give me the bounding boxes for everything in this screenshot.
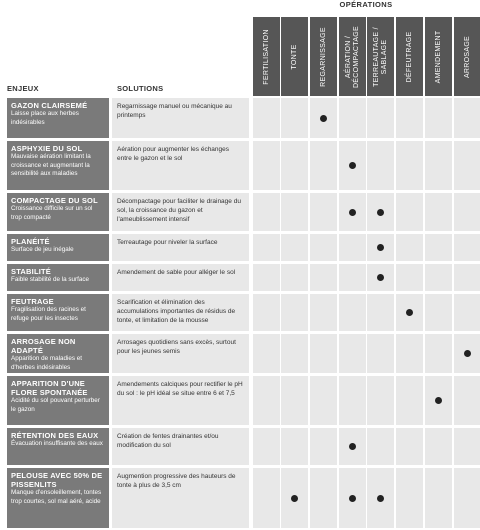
table-row xyxy=(0,294,480,331)
operation-cell xyxy=(425,98,452,138)
check-dot-icon xyxy=(320,115,327,122)
operation-cell xyxy=(310,264,337,291)
operation-cell xyxy=(396,468,423,528)
operation-cell xyxy=(425,234,452,261)
operation-cell xyxy=(281,428,308,465)
operation-cell xyxy=(367,428,394,465)
solution-cell: Scarification et élimination des accumulations importantes de résidus de tonte, et limitation de la mousse xyxy=(112,294,249,331)
operation-cell xyxy=(281,294,308,331)
enjeu-description: Mauvaise aération limitant la croissance et augmentant la sensibilité aux maladies xyxy=(11,153,91,177)
table-row xyxy=(0,141,480,190)
operation-cell xyxy=(454,141,480,190)
operation-cell xyxy=(310,468,337,528)
solutions-header: SOLUTIONS xyxy=(117,84,164,93)
enjeu-title: PELOUSE AVEC 50% DE PISSENLITS xyxy=(11,471,103,489)
operation-cell xyxy=(396,234,423,261)
solution-cell: Amendement de sable pour alléger le sol xyxy=(112,264,249,291)
check-dot-icon xyxy=(406,309,413,316)
check-dot-icon xyxy=(349,443,356,450)
enjeu-cell xyxy=(7,98,109,138)
operation-cell xyxy=(454,468,480,528)
operation-cell xyxy=(339,264,366,291)
solution-cell: Aération pour augmenter les échanges entre le gazon et le sol xyxy=(112,141,249,190)
operation-cell xyxy=(396,141,423,190)
enjeu-description: Manque d'ensoleillement, tontes trop courtes, sol mal aéré, acide xyxy=(11,489,102,505)
operation-cell xyxy=(253,428,280,465)
operation-cell xyxy=(310,234,337,261)
operation-cell xyxy=(367,468,394,528)
operation-header-1 xyxy=(253,17,280,96)
enjeu-description: Apparition de maladies et d'herbes indésirables xyxy=(11,355,83,371)
enjeu-title: STABILITÉ xyxy=(11,267,51,276)
check-dot-icon xyxy=(377,274,384,281)
enjeu-cell xyxy=(7,428,109,465)
operation-cell xyxy=(253,193,280,231)
solution-cell: Terreautage pour niveler la surface xyxy=(112,234,249,261)
table-row xyxy=(0,234,480,261)
enjeu-cell xyxy=(7,468,109,528)
operation-cell xyxy=(339,141,366,190)
operation-cell xyxy=(454,98,480,138)
operation-cell xyxy=(454,294,480,331)
operation-cell xyxy=(454,193,480,231)
enjeu-description: Acidité du sol pouvant perturber le gazon xyxy=(11,397,100,413)
table-row xyxy=(0,428,480,465)
enjeu-cell xyxy=(7,376,109,425)
operation-cell xyxy=(339,468,366,528)
solution-cell: Amendements calciques pour rectifier le pH du sol : le pH idéal se situe entre 6 et 7,5 xyxy=(112,376,249,425)
operation-cell xyxy=(253,98,280,138)
check-dot-icon xyxy=(349,209,356,216)
operation-header-5 xyxy=(367,17,394,96)
enjeu-cell xyxy=(7,334,109,373)
operation-cell xyxy=(310,141,337,190)
operation-cell xyxy=(396,376,423,425)
enjeu-description: Fragilisation des racines et refuge pour les insectes xyxy=(11,306,86,322)
table-row xyxy=(0,334,480,373)
operation-label: AÉRATION / DÉCOMPACTAGE xyxy=(344,25,360,88)
operation-cell xyxy=(339,193,366,231)
solution-cell: Création de fentes drainantes et/ou modification du sol xyxy=(112,428,249,465)
operation-cell xyxy=(425,141,452,190)
operation-label: TONTE xyxy=(290,43,298,70)
enjeu-cell xyxy=(7,141,109,190)
enjeu-cell xyxy=(7,264,109,291)
operation-cell xyxy=(367,294,394,331)
operation-cell xyxy=(339,334,366,373)
check-dot-icon xyxy=(377,495,384,502)
operation-cell xyxy=(367,234,394,261)
operation-cell xyxy=(253,141,280,190)
operation-cell xyxy=(281,141,308,190)
operation-cell xyxy=(425,376,452,425)
operation-cell xyxy=(310,294,337,331)
operation-cell xyxy=(281,193,308,231)
check-dot-icon xyxy=(377,209,384,216)
operation-cell xyxy=(281,334,308,373)
check-dot-icon xyxy=(349,162,356,169)
enjeu-description: Surface de jeu inégale xyxy=(11,246,74,253)
operation-cell xyxy=(367,264,394,291)
operation-cell xyxy=(253,468,280,528)
operation-cell xyxy=(339,234,366,261)
operation-cell xyxy=(281,98,308,138)
enjeu-cell xyxy=(7,294,109,331)
operation-cell xyxy=(310,193,337,231)
operation-cell xyxy=(310,98,337,138)
enjeu-title: ARROSAGE NON ADAPTÉ xyxy=(11,337,76,355)
enjeu-title: FEUTRAGE xyxy=(11,297,54,306)
solution-cell: Décompactage pour faciliter le drainage du sol, la croissance du gazon et l'ameublissement intensif xyxy=(112,193,249,231)
operation-cell xyxy=(281,234,308,261)
operation-cell xyxy=(310,376,337,425)
operation-cell xyxy=(339,294,366,331)
table-row xyxy=(0,98,480,138)
enjeux-header: ENJEUX xyxy=(7,84,39,93)
operation-cell xyxy=(454,376,480,425)
operation-cell xyxy=(253,264,280,291)
operation-cell xyxy=(425,193,452,231)
operation-cell xyxy=(454,264,480,291)
operation-label: DÉFEUTRAGE xyxy=(405,31,413,82)
operations-title: OPÉRATIONS xyxy=(339,0,393,9)
operation-cell xyxy=(367,98,394,138)
enjeu-description: Laisse place aux herbes indésirables xyxy=(11,110,79,126)
check-dot-icon xyxy=(435,397,442,404)
operation-cell xyxy=(425,294,452,331)
enjeu-cell xyxy=(7,234,109,261)
check-dot-icon xyxy=(291,495,298,502)
enjeu-cell xyxy=(7,193,109,231)
operation-cell xyxy=(454,234,480,261)
operation-header-3 xyxy=(310,17,337,96)
operation-cell xyxy=(253,376,280,425)
operation-cell xyxy=(425,468,452,528)
operation-cell xyxy=(396,98,423,138)
operation-cell xyxy=(396,294,423,331)
enjeu-title: APPARITION D'UNE FLORE SPONTANÉE xyxy=(11,379,88,397)
table-row xyxy=(0,468,480,528)
solution-cell: Regarnissage manuel ou mécanique au printemps xyxy=(112,98,249,138)
operation-cell xyxy=(367,193,394,231)
operation-cell xyxy=(281,468,308,528)
enjeu-title: ASPHYXIE DU SOL xyxy=(11,144,83,153)
table-row xyxy=(0,193,480,231)
operation-cell xyxy=(310,428,337,465)
operation-cell xyxy=(339,376,366,425)
check-dot-icon xyxy=(377,244,384,251)
operation-cell xyxy=(396,334,423,373)
operation-cell xyxy=(367,141,394,190)
operation-label: ARROSAGE xyxy=(463,35,471,78)
operation-header-8 xyxy=(454,17,480,96)
operation-cell xyxy=(367,334,394,373)
operation-cell xyxy=(454,428,480,465)
operation-header-4 xyxy=(339,17,366,96)
operation-cell xyxy=(281,264,308,291)
operation-cell xyxy=(339,428,366,465)
operation-label: AMENDEMENT xyxy=(434,30,442,83)
check-dot-icon xyxy=(464,350,471,357)
enjeu-title: COMPACTAGE DU SOL xyxy=(11,196,98,205)
operation-cell xyxy=(281,376,308,425)
operation-cell xyxy=(425,334,452,373)
operation-label: REGARNISSAGE xyxy=(319,26,327,87)
operation-header-7 xyxy=(425,17,452,96)
operation-cell xyxy=(310,334,337,373)
operation-cell xyxy=(425,264,452,291)
operation-label: TERREAUTAGE / SABLAGE xyxy=(372,26,388,87)
solution-cell: Augmention progressive des hauteurs de tonte à plus de 3,5 cm xyxy=(112,468,249,528)
operation-cell xyxy=(339,98,366,138)
check-dot-icon xyxy=(349,495,356,502)
enjeu-description: Croissance difficile sur un sol trop compacté xyxy=(11,205,93,221)
solution-cell: Arrosages quotidiens sans excès, surtout pour les jeunes semis xyxy=(112,334,249,373)
enjeu-title: RÉTENTION DES EAUX xyxy=(11,431,99,440)
operation-cell xyxy=(253,334,280,373)
operation-cell xyxy=(396,428,423,465)
operation-cell xyxy=(367,376,394,425)
operation-header-6 xyxy=(396,17,423,96)
operation-cell xyxy=(396,193,423,231)
operation-cell xyxy=(454,334,480,373)
table-row xyxy=(0,376,480,425)
operation-label: FERTILISATION xyxy=(262,28,270,85)
operation-header-2 xyxy=(281,17,308,96)
operation-cell xyxy=(253,234,280,261)
enjeu-description: Évacuation insuffisante des eaux xyxy=(11,440,103,447)
enjeu-title: GAZON CLAIRSEMÉ xyxy=(11,101,88,110)
table-row xyxy=(0,264,480,291)
operation-cell xyxy=(425,428,452,465)
operation-cell xyxy=(396,264,423,291)
enjeu-title: PLANÉITÉ xyxy=(11,237,50,246)
operation-cell xyxy=(253,294,280,331)
enjeu-description: Faible stabilité de la surface xyxy=(11,276,90,283)
